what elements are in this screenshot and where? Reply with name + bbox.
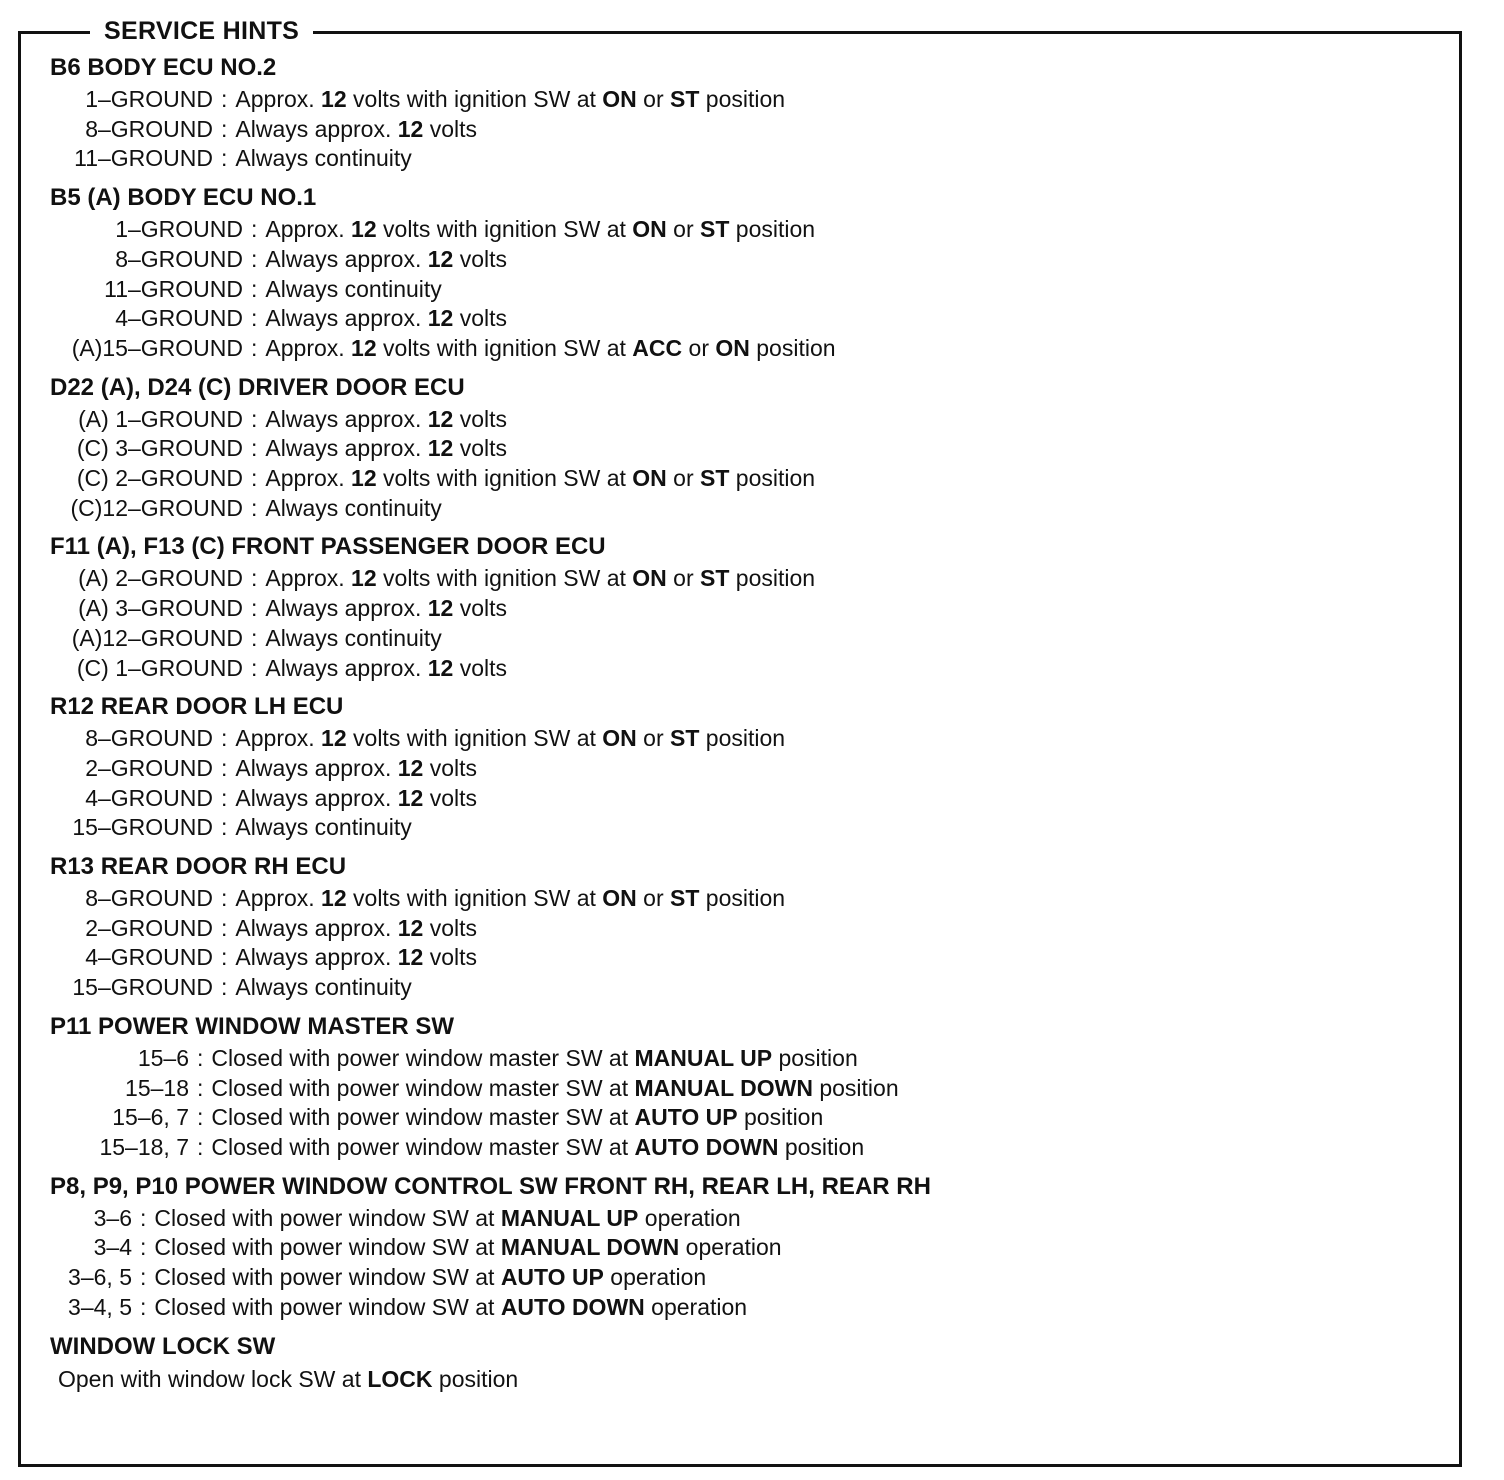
emphasis-text: 12: [397, 944, 424, 971]
desc-text: Closed with power window master SW at: [211, 1074, 635, 1101]
desc-text: volts: [453, 245, 508, 272]
condition-text: [235, 115, 477, 145]
desc-text: or: [666, 216, 701, 243]
section-heading: B5 (A) BODY ECU NO.1: [50, 184, 317, 212]
hint-row: [50, 754, 1450, 784]
desc-text: Always approx.: [235, 115, 398, 142]
desc-text: Always approx.: [235, 754, 398, 781]
colon-separator: :: [221, 814, 228, 841]
colon-separator: :: [251, 405, 258, 432]
desc-text: Approx.: [235, 885, 322, 912]
emphasis-text: 12: [427, 305, 454, 332]
emphasis-text: 12: [321, 885, 347, 912]
hint-row: [50, 914, 1450, 944]
hint-section: [50, 1171, 1450, 1323]
desc-text: Closed with power window SW at: [154, 1234, 501, 1261]
desc-text: Always approx.: [265, 595, 428, 622]
desc-text: volts: [423, 754, 478, 781]
desc-text: operation: [638, 1204, 741, 1231]
emphasis-text: ON: [632, 216, 667, 243]
hint-section: [50, 1011, 1450, 1163]
colon-separator: :: [221, 944, 228, 971]
desc-text: volts with ignition SW at: [376, 565, 633, 592]
desc-text: volts: [453, 405, 508, 432]
condition-text: [265, 564, 815, 594]
terminal-label: 15–GROUND: [72, 974, 213, 1001]
desc-text: volts: [453, 654, 508, 681]
colon-separator: :: [221, 754, 228, 781]
desc-text: volts with ignition SW at: [376, 334, 633, 361]
colon-separator: :: [140, 1293, 147, 1320]
emphasis-text: MANUAL DOWN: [634, 1074, 813, 1101]
terminal-label: (A)15–GROUND: [71, 334, 243, 361]
emphasis-text: 12: [351, 216, 377, 243]
colon-separator: :: [221, 914, 228, 941]
condition-text: [265, 245, 507, 275]
desc-text: volts with ignition SW at: [346, 86, 603, 112]
terminal-label: 3–4, 5: [68, 1293, 132, 1320]
condition-text: [235, 914, 477, 944]
hint-row: [50, 115, 1450, 145]
desc-text: position: [729, 465, 816, 492]
colon-separator: :: [251, 245, 258, 272]
condition-text: [265, 594, 507, 624]
section-heading: P8, P9, P10 POWER WINDOW CONTROL SW FRONT RH, REAR LH, REAR RH: [50, 1172, 931, 1200]
condition-text: [154, 1293, 747, 1323]
desc-text: position: [729, 565, 816, 592]
colon-separator: :: [197, 1133, 204, 1160]
desc-text: Always approx.: [265, 245, 428, 272]
hint-row: [50, 624, 1450, 654]
emphasis-text: ON: [632, 465, 667, 492]
condition-text: [235, 884, 785, 914]
desc-text: or: [636, 86, 671, 112]
emphasis-text: ON: [602, 885, 637, 912]
terminal-label: 2–GROUND: [85, 754, 213, 781]
emphasis-text: ST: [700, 216, 730, 243]
hint-section: [50, 52, 1450, 174]
terminal-label: (C) 3–GROUND: [76, 435, 243, 462]
terminal-label: 3–4: [93, 1234, 132, 1261]
terminal-label: 11–GROUND: [104, 275, 243, 302]
desc-text: position: [699, 725, 786, 752]
colon-separator: :: [221, 885, 228, 912]
hint-row: [50, 85, 1450, 115]
desc-text: volts: [423, 914, 478, 941]
section-heading: B6 BODY ECU NO.2: [50, 54, 277, 81]
desc-text: Always approx.: [235, 784, 398, 811]
hint-row: [50, 654, 1450, 684]
colon-separator: :: [197, 1104, 204, 1131]
terminal-label: 3–6: [93, 1204, 132, 1231]
emphasis-text: ST: [700, 465, 730, 492]
colon-separator: :: [251, 216, 258, 243]
hint-row: [50, 564, 1450, 594]
colon-separator: :: [140, 1204, 147, 1231]
terminal-label: 1–GROUND: [115, 216, 243, 243]
condition-text: [235, 943, 477, 973]
condition-text: [154, 1204, 740, 1234]
terminal-label: 8–GROUND: [115, 245, 243, 272]
condition-text: [235, 754, 477, 784]
terminal-label: 8–GROUND: [85, 885, 213, 912]
terminal-label: 3–6, 5: [68, 1264, 132, 1291]
condition-text: [265, 334, 835, 364]
section-heading: R12 REAR DOOR LH ECU: [50, 693, 344, 721]
colon-separator: :: [251, 465, 258, 492]
hint-row: [50, 1204, 1450, 1234]
terminal-label: 4–GROUND: [85, 944, 213, 971]
desc-text: position: [772, 1044, 858, 1071]
desc-text: or: [636, 725, 671, 752]
condition-text: [235, 813, 411, 843]
condition-text: [265, 405, 507, 435]
terminal-label: (A) 1–GROUND: [78, 405, 243, 432]
hint-section: [50, 691, 1450, 843]
terminal-label: 11–GROUND: [74, 145, 213, 172]
desc-text: position: [749, 334, 836, 361]
hint-row: [50, 724, 1450, 754]
desc-text: volts: [453, 305, 508, 332]
section-heading: WINDOW LOCK SW: [50, 1332, 276, 1360]
colon-separator: :: [251, 305, 258, 332]
terminal-label: 15–18, 7: [99, 1133, 189, 1160]
condition-text: [235, 724, 785, 754]
emphasis-text: ON: [632, 565, 667, 592]
colon-separator: :: [197, 1044, 204, 1071]
page-title: SERVICE HINTS: [90, 14, 313, 48]
condition-text: [265, 275, 441, 305]
hint-row: [50, 594, 1450, 624]
emphasis-text: AUTO UP: [634, 1104, 738, 1131]
colon-separator: :: [140, 1234, 147, 1261]
emphasis-text: 12: [427, 405, 454, 432]
desc-text: Always approx.: [265, 435, 428, 462]
terminal-label: (C) 1–GROUND: [76, 654, 243, 681]
terminal-label: 8–GROUND: [85, 725, 213, 752]
desc-text: position: [432, 1365, 519, 1392]
condition-text: [265, 654, 507, 684]
desc-text: Always continuity: [265, 494, 442, 521]
desc-text: Approx.: [265, 465, 352, 492]
condition-text: [154, 1263, 706, 1293]
desc-text: position: [812, 1074, 899, 1101]
colon-separator: :: [251, 654, 258, 681]
hint-row: [50, 405, 1450, 435]
hint-row: [50, 494, 1450, 524]
hint-row: [50, 464, 1450, 494]
desc-text: Closed with power window master SW at: [211, 1044, 635, 1071]
desc-text: or: [666, 565, 701, 592]
emphasis-text: ST: [700, 565, 730, 592]
condition-text: [50, 1364, 1450, 1394]
colon-separator: :: [221, 974, 228, 1001]
hint-row: [50, 245, 1450, 275]
terminal-label: (A) 3–GROUND: [78, 595, 243, 622]
emphasis-text: 12: [351, 465, 377, 492]
condition-text: [235, 973, 411, 1003]
emphasis-text: ACC: [632, 334, 683, 361]
desc-text: operation: [679, 1234, 782, 1261]
emphasis-text: LOCK: [367, 1365, 433, 1392]
emphasis-text: MANUAL UP: [500, 1204, 639, 1231]
desc-text: Open with window lock SW at: [58, 1365, 368, 1392]
colon-separator: :: [251, 595, 258, 622]
desc-text: position: [737, 1104, 824, 1131]
desc-text: volts with ignition SW at: [346, 885, 603, 912]
desc-text: Always continuity: [235, 974, 412, 1001]
condition-text: [235, 85, 785, 115]
colon-separator: :: [251, 435, 258, 462]
desc-text: position: [699, 86, 786, 112]
hint-row: [50, 334, 1450, 364]
terminal-label: (C)12–GROUND: [70, 494, 243, 521]
terminal-label: 4–GROUND: [115, 305, 243, 332]
colon-separator: :: [251, 624, 258, 651]
desc-text: or: [666, 465, 701, 492]
emphasis-text: AUTO DOWN: [634, 1133, 779, 1160]
desc-text: Closed with power window SW at: [154, 1204, 501, 1231]
section-heading: F11 (A), F13 (C) FRONT PASSENGER DOOR ECU: [50, 533, 606, 561]
desc-text: Always approx.: [235, 914, 398, 941]
hint-row: [50, 813, 1450, 843]
emphasis-text: 12: [397, 914, 424, 941]
hint-section: [50, 851, 1450, 1003]
terminal-label: 2–GROUND: [85, 914, 213, 941]
desc-text: Always continuity: [235, 145, 412, 172]
condition-text: [265, 464, 815, 494]
emphasis-text: ON: [602, 86, 637, 112]
colon-separator: :: [251, 334, 258, 361]
colon-separator: :: [251, 494, 258, 521]
emphasis-text: AUTO DOWN: [500, 1293, 645, 1320]
desc-text: volts: [423, 944, 478, 971]
terminal-label: (C) 2–GROUND: [76, 465, 243, 492]
condition-text: [154, 1233, 781, 1263]
colon-separator: :: [221, 86, 228, 112]
desc-text: Approx.: [235, 725, 322, 752]
condition-text: [265, 434, 507, 464]
desc-text: Always approx.: [265, 405, 428, 432]
hint-row: [50, 144, 1450, 174]
hint-row: [50, 215, 1450, 245]
desc-text: Always continuity: [235, 814, 412, 841]
emphasis-text: ON: [602, 725, 637, 752]
emphasis-text: ST: [670, 86, 700, 112]
desc-text: position: [699, 885, 786, 912]
colon-separator: :: [221, 115, 228, 142]
desc-text: volts: [423, 115, 478, 142]
emphasis-text: 12: [427, 435, 454, 462]
hint-section: [50, 531, 1450, 683]
condition-text: [211, 1103, 823, 1133]
emphasis-text: 12: [397, 754, 424, 781]
desc-text: Closed with power window master SW at: [211, 1104, 635, 1131]
hint-section: [50, 372, 1450, 524]
hint-row: [50, 275, 1450, 305]
hint-row: [50, 1103, 1450, 1133]
hint-row: [50, 304, 1450, 334]
desc-text: volts with ignition SW at: [376, 465, 633, 492]
desc-text: position: [729, 216, 816, 243]
desc-text: Always continuity: [265, 624, 442, 651]
terminal-label: 15–6: [137, 1044, 189, 1071]
terminal-label: 15–6, 7: [112, 1104, 189, 1131]
desc-text: position: [778, 1133, 865, 1160]
emphasis-text: 12: [427, 654, 454, 681]
desc-text: Approx.: [235, 86, 322, 112]
desc-text: Approx.: [265, 565, 352, 592]
section-heading: P11 POWER WINDOW MASTER SW: [50, 1012, 455, 1040]
desc-text: volts: [423, 784, 478, 811]
desc-text: Always continuity: [265, 275, 442, 302]
terminal-label: 8–GROUND: [85, 115, 213, 142]
desc-text: Always approx.: [265, 654, 428, 681]
emphasis-text: ON: [715, 334, 750, 361]
terminal-label: 15–GROUND: [72, 814, 213, 841]
condition-text: [211, 1074, 898, 1104]
condition-text: [235, 144, 411, 174]
condition-text: [235, 784, 477, 814]
emphasis-text: 12: [427, 595, 454, 622]
colon-separator: :: [221, 725, 228, 752]
desc-text: volts: [453, 595, 508, 622]
hint-row: [50, 973, 1450, 1003]
hint-row: [50, 1074, 1450, 1104]
desc-text: volts: [453, 435, 508, 462]
hint-row: [50, 1233, 1450, 1263]
hint-row: [50, 943, 1450, 973]
desc-text: or: [636, 885, 671, 912]
desc-text: operation: [603, 1264, 707, 1291]
desc-text: Approx.: [265, 334, 352, 361]
hint-section-window-lock: [50, 1331, 1450, 1394]
emphasis-text: AUTO UP: [500, 1264, 604, 1291]
emphasis-text: 12: [397, 115, 424, 142]
hint-row: [50, 784, 1450, 814]
hint-row: [50, 1263, 1450, 1293]
section-heading: R13 REAR DOOR RH ECU: [50, 853, 347, 881]
colon-separator: :: [140, 1264, 147, 1291]
emphasis-text: ST: [670, 725, 700, 752]
emphasis-text: MANUAL DOWN: [500, 1234, 680, 1261]
emphasis-text: 12: [427, 245, 454, 272]
hint-section: [50, 182, 1450, 364]
colon-separator: :: [251, 565, 258, 592]
emphasis-text: 12: [321, 725, 347, 752]
emphasis-text: 12: [397, 784, 424, 811]
terminal-label: (A) 2–GROUND: [78, 565, 243, 592]
service-hints-content: [50, 52, 1450, 1402]
desc-text: volts with ignition SW at: [346, 725, 603, 752]
desc-text: Closed with power window SW at: [154, 1264, 501, 1291]
colon-separator: :: [221, 784, 228, 811]
emphasis-text: 12: [351, 565, 377, 592]
emphasis-text: MANUAL UP: [634, 1044, 773, 1071]
condition-text: [265, 215, 815, 245]
hint-row: [50, 1293, 1450, 1323]
terminal-label: (A)12–GROUND: [71, 624, 243, 651]
hint-row: [50, 434, 1450, 464]
section-heading: D22 (A), D24 (C) DRIVER DOOR ECU: [50, 373, 465, 401]
desc-text: Closed with power window master SW at: [211, 1133, 635, 1160]
desc-text: Closed with power window SW at: [154, 1293, 501, 1320]
emphasis-text: 12: [351, 334, 377, 361]
colon-separator: :: [197, 1074, 204, 1101]
terminal-label: 4–GROUND: [85, 784, 213, 811]
condition-text: [265, 494, 441, 524]
terminal-label: 15–18: [125, 1074, 189, 1101]
condition-text: [211, 1044, 857, 1074]
desc-text: Approx.: [265, 216, 352, 243]
condition-text: [265, 304, 507, 334]
emphasis-text: ST: [670, 885, 700, 912]
desc-text: volts with ignition SW at: [376, 216, 633, 243]
desc-text: operation: [644, 1293, 748, 1320]
desc-text: Always approx.: [265, 305, 428, 332]
desc-text: or: [682, 334, 716, 361]
condition-text: [265, 624, 441, 654]
colon-separator: :: [221, 145, 228, 172]
desc-text: Always approx.: [235, 944, 398, 971]
colon-separator: :: [251, 275, 258, 302]
condition-text: [211, 1133, 864, 1163]
hint-row: [50, 884, 1450, 914]
hint-row: [50, 1044, 1450, 1074]
emphasis-text: 12: [321, 86, 347, 112]
terminal-label: 1–GROUND: [85, 86, 213, 112]
hint-row: [50, 1133, 1450, 1163]
